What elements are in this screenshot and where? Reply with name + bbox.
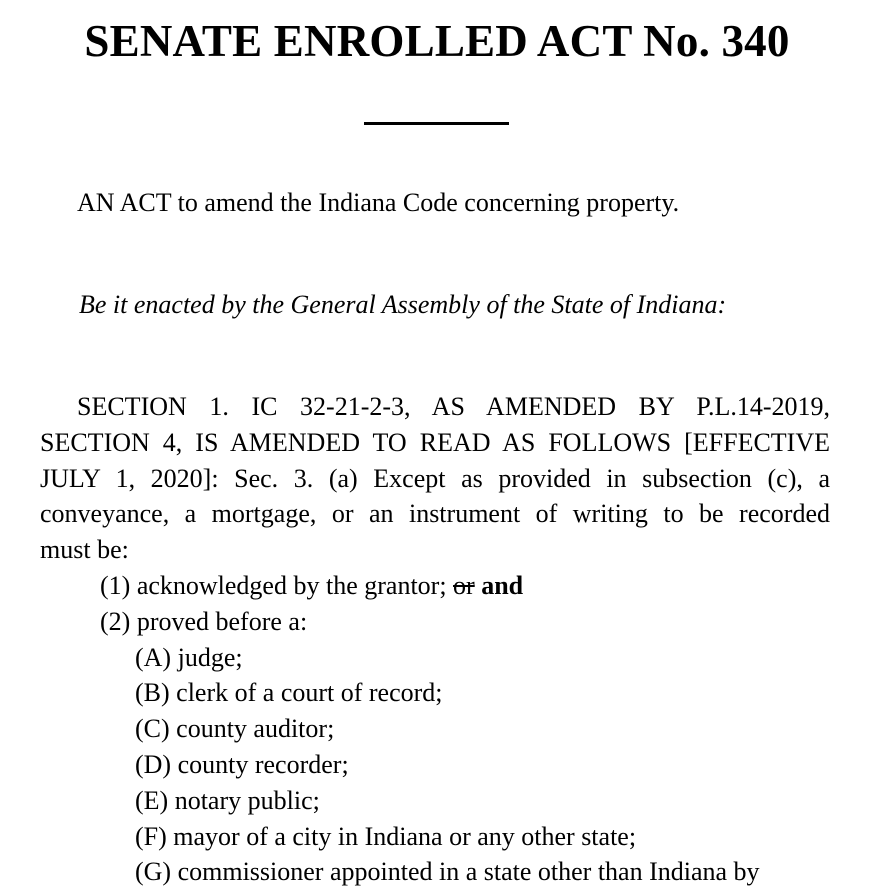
sublist-item-e: (E) notary public; xyxy=(135,785,320,815)
list-item-1 xyxy=(40,568,830,604)
list-item-2: (2) proved before a: xyxy=(100,606,308,636)
inserted-word: and xyxy=(481,570,524,600)
act-description: AN ACT to amend the Indiana Code concerning property. xyxy=(77,188,680,217)
sublist-item-d: (D) county recorder; xyxy=(135,749,349,779)
sublist-item-f: (F) mayor of a city in Indiana or any other state; xyxy=(135,821,637,851)
section-line-4: conveyance, a mortgage, or an instrument of writing to be recorded xyxy=(40,499,830,529)
sublist-item-a: (A) judge; xyxy=(135,642,243,672)
enacting-clause: Be it enacted by the General Assembly of the State of Indiana: xyxy=(79,290,727,319)
struck-word: or xyxy=(453,570,475,600)
section-1 xyxy=(40,389,830,890)
sublist-item-c: (C) county auditor; xyxy=(135,714,335,744)
list-item-1-text: (1) acknowledged by the grantor; xyxy=(100,570,454,600)
section-line-3: JULY 1, 2020]: Sec. 3. (a) Except as provided in subsection (c), a xyxy=(40,463,830,493)
title-divider xyxy=(364,122,509,125)
act-title: SENATE ENROLLED ACT No. 340 xyxy=(84,16,790,66)
sublist-item-g: (G) commissioner appointed in a state other than Indiana by xyxy=(135,857,760,887)
section-line-1: SECTION 1. IC 32-21-2-3, AS AMENDED BY P.L.14-2019, xyxy=(77,392,830,421)
sublist-item-b: (B) clerk of a court of record; xyxy=(135,678,443,708)
section-line-2: SECTION 4, IS AMENDED TO READ AS FOLLOWS [EFFECTIVE xyxy=(40,427,830,457)
section-line-5: must be: xyxy=(40,535,129,565)
